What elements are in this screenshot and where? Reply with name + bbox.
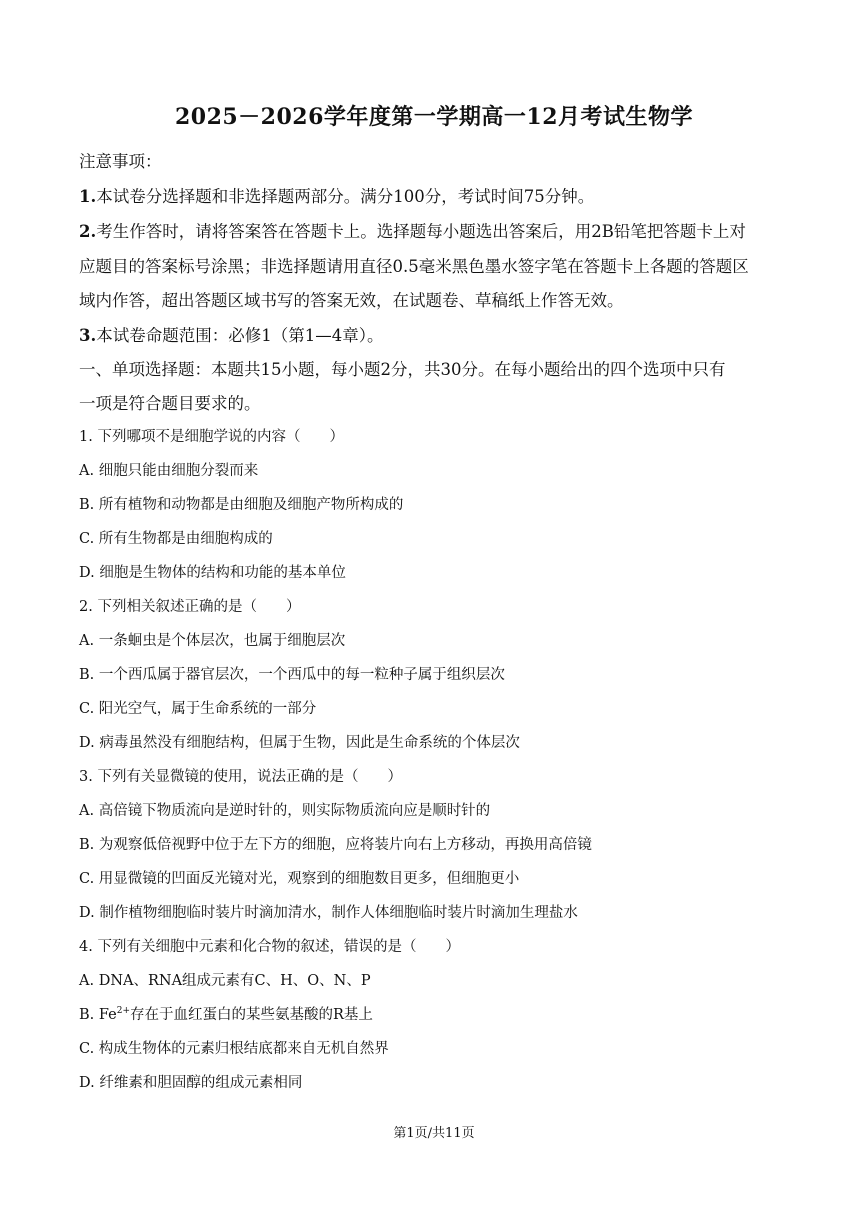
- page-footer: 第1页/共11页: [393, 1126, 475, 1141]
- section-heading-line-2: 一项是符合题目要求的。: [79, 394, 261, 413]
- notice-item-2-line-3: 域内作答，超出答题区域书写的答案无效，在试题卷、草稿纸上作答无效。: [79, 291, 624, 310]
- notice-item-1: [79, 183, 594, 207]
- question-2-option-d: D. 病毒虽然没有细胞结构，但属于生物，因此是生命系统的个体层次: [79, 735, 520, 751]
- question-2-stem: 2. 下列相关叙述正确的是（ ）: [79, 599, 301, 615]
- notice-heading: 注意事项：: [79, 152, 162, 171]
- notice-item-number: 2.: [79, 222, 97, 241]
- section-heading: 一、单项选择题：本题共15小题，每小题2分，共30分。在每小题给出的四个选项中只有: [79, 360, 726, 379]
- question-4-stem: 4. 下列有关细胞中元素和化合物的叙述，错误的是（ ）: [79, 939, 460, 955]
- question-4-option-d: D. 纤维素和胆固醇的组成元素相同: [79, 1075, 303, 1091]
- question-2-option-a: A. 一条蛔虫是个体层次，也属于细胞层次: [79, 633, 346, 649]
- question-3-option-b: B. 为观察低倍视野中位于左下方的细胞，应将装片向右上方移动，再换用高倍镜: [79, 837, 592, 853]
- question-3-option-a: A. 高倍镜下物质流向是逆时针的，则实际物质流向应是顺时针的: [79, 803, 491, 819]
- notice-item-2: [79, 218, 746, 242]
- notice-item-3: [79, 322, 383, 346]
- notice-item-number: 1.: [79, 187, 97, 206]
- question-1-option-b: B. 所有植物和动物都是由细胞及细胞产物所构成的: [79, 497, 404, 513]
- question-4-option-a: A. DNA、RNA组成元素有C、H、O、N、P: [79, 973, 371, 989]
- notice-item-text: 考生作答时，请将答案答在答题卡上。选择题每小题选出答案后，用2B铅笔把答题卡上对: [96, 222, 746, 241]
- question-4-option-c: C. 构成生物体的元素归根结底都来自无机自然界: [79, 1041, 389, 1057]
- option-b-prefix: B. Fe: [79, 1007, 117, 1023]
- question-4-option-b: [79, 1003, 373, 1024]
- notice-item-2-line-2: 应题目的答案标号涂黑；非选择题请用直径0.5毫米黑色墨水签字笔在答题卡上各题的答题区: [79, 257, 749, 276]
- question-3-option-c: C. 用显微镜的凹面反光镜对光，观察到的细胞数目更多，但细胞更小: [79, 871, 520, 887]
- question-2-option-b: B. 一个西瓜属于器官层次，一个西瓜中的每一粒种子属于组织层次: [79, 667, 505, 683]
- notice-item-number: 3.: [79, 326, 97, 345]
- question-1-option-a: A. 细胞只能由细胞分裂而来: [79, 463, 259, 479]
- notice-item-text: 本试卷命题范围：必修1（第1—4章）。: [96, 326, 384, 345]
- ion-charge-superscript: 2+: [116, 1006, 131, 1017]
- question-1-option-d: D. 细胞是生物体的结构和功能的基本单位: [79, 565, 346, 581]
- question-1-stem: 1. 下列哪项不是细胞学说的内容（ ）: [79, 429, 344, 445]
- question-3-stem: 3. 下列有关显微镜的使用，说法正确的是（ ）: [79, 769, 402, 785]
- page-title: 2025－2026学年度第一学期高一12月考试生物学: [174, 104, 694, 130]
- question-2-option-c: C. 阳光空气，属于生命系统的一部分: [79, 701, 317, 717]
- question-1-option-c: C. 所有生物都是由细胞构成的: [79, 531, 273, 547]
- notice-item-text: 本试卷分选择题和非选择题两部分。满分100分，考试时间75分钟。: [96, 187, 595, 206]
- question-3-option-d: D. 制作植物细胞临时装片时滴加清水，制作人体细胞临时装片时滴加生理盐水: [79, 905, 578, 921]
- option-b-text: 存在于血红蛋白的某些氨基酸的R基上: [130, 1007, 373, 1023]
